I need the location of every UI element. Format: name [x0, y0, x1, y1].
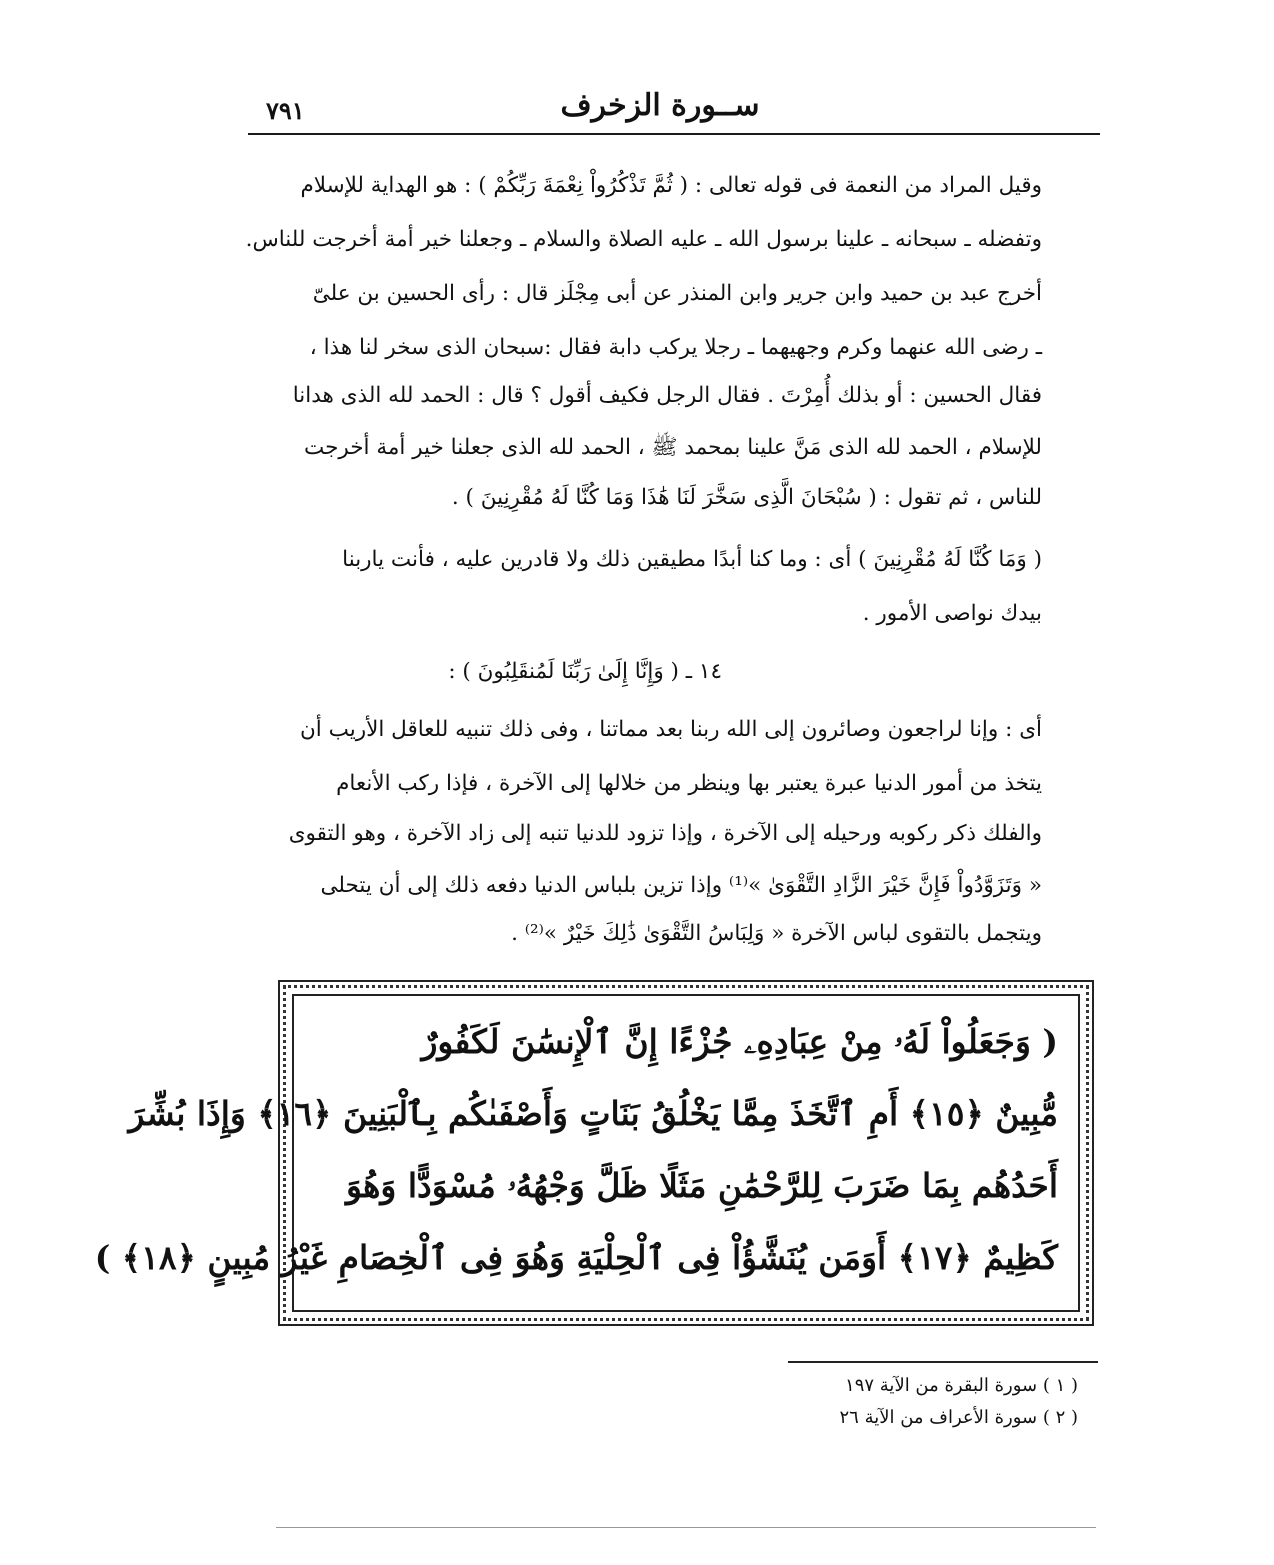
quran-line: مُّبِينٌ ﴿١٥﴾ أَمِ ٱتَّخَذَ مِمَّا يَخْلُقُ بَنَاتٍ وَأَصْفَىٰكُم بِٱلْبَنِينَ ﴿١٦﴾ وَإِذَا بُشِّرَ — [128, 1094, 1058, 1133]
quran-line: أَحَدُهُم بِمَا ضَرَبَ لِلرَّحْمَٰنِ مَثَلًا ظَلَّ وَجْهُهُۥ مُسْوَدًّا وَهُوَ — [345, 1166, 1058, 1205]
body-line: والفلك ذكر ركوبه ورحيله إلى الآخرة ، وإذا تزود للدنيا تنبه إلى زاد الآخرة ، وهو التقوى — [288, 821, 1042, 846]
body-line: أى : وإنا لراجعون وصائرون إلى الله ربنا بعد مماتنا ، وفى ذلك تنبيه للعاقل الأريب أن — [300, 717, 1042, 742]
body-line: « وَتَزَوَّدُواْ فَإِنَّ خَيْرَ الزَّادِ التَّقْوَىٰ »⁽¹⁾ وإذا تزين بلباس الدنيا دفعه ذلك إلى أن يتحلى — [320, 873, 1042, 898]
verse-heading: ١٤ ـ ( وَإِنَّا إِلَىٰ رَبِّنَا لَمُنقَلِبُونَ ) : — [448, 659, 722, 684]
body-line: ( وَمَا كُنَّا لَهُ مُقْرِنِينَ ) أى : وما كنا أبدًا مطيقين ذلك ولا قادرين عليه ، فأنت ياربنا — [342, 547, 1042, 572]
body-line: بيدك نواصى الأمور . — [862, 601, 1042, 626]
body-line: للناس ، ثم تقول : ( سُبْحَانَ الَّذِى سَخَّرَ لَنَا هَٰذَا وَمَا كُنَّا لَهُ مُقْرِنِينَ ) . — [451, 485, 1042, 510]
header-rule — [248, 133, 1100, 135]
body-line: يتخذ من أمور الدنيا عبرة يعتبر بها وينظر من خلالها إلى الآخرة ، فإذا ركب الأنعام — [336, 771, 1042, 796]
footnote: ( ١ ) سورة البقرة من الآية ١٩٧ — [845, 1375, 1078, 1396]
body-line: وقيل المراد من النعمة فى قوله تعالى : ( ثُمَّ تَذْكُرُواْ نِعْمَةَ رَبِّكُمْ ) : هو الهداية للإسلام — [300, 173, 1042, 198]
footnote: ( ٢ ) سورة الأعراف من الآية ٢٦ — [839, 1407, 1078, 1428]
quran-verse-box — [94, 980, 1094, 1326]
page-bottom-rule — [276, 1527, 1096, 1528]
body-line: ويتجمل بالتقوى لباس الآخرة « وَلِبَاسُ التَّقْوَىٰ ذَٰلِكَ خَيْرٌ »⁽²⁾ . — [511, 921, 1042, 946]
body-line: وتفضله ـ سبحانه ـ علينا برسول الله ـ عليه الصلاة والسلام ـ وجعلنا خير أمة أخرجت للناس. — [245, 227, 1042, 252]
body-line: فقال الحسين : أو بذلك أُمِرْتَ . فقال الرجل فكيف أقول ؟ قال : الحمد لله الذى هدانا — [292, 383, 1042, 408]
page-number: ٧٩١ — [266, 96, 305, 125]
body-line: للإسلام ، الحمد لله الذى مَنَّ علينا بمحمد ﷺ ، الحمد لله الذى جعلنا خير أمة أخرجت — [303, 435, 1042, 460]
surah-title: ســورة الزخرف — [560, 88, 760, 123]
body-line: ـ رضى الله عنهما وكرم وجهيهما ـ رجلا يركب دابة فقال :سبحان الذى سخر لنا هذا ، — [309, 335, 1042, 360]
body-line: أخرج عبد بن حميد وابن جرير وابن المنذر عن أبى مِجْلَز قال : رأى الحسين بن علىّ — [312, 281, 1042, 306]
quran-line: كَظِيمٌ ﴿١٧﴾ أَوَمَن يُنَشَّؤُاْ فِى ٱلْحِلْيَةِ وَهُوَ فِى ٱلْخِصَامِ غَيْرُ مُبِينٍ ﴿١٨﴾ ) — [94, 1238, 1058, 1277]
quran-line: ( وَجَعَلُواْ لَهُۥ مِنْ عِبَادِهِۦ جُزْءًا إِنَّ ٱلْإِنسَٰنَ لَكَفُورٌ — [421, 1022, 1058, 1061]
footnote-rule — [788, 1361, 1098, 1363]
